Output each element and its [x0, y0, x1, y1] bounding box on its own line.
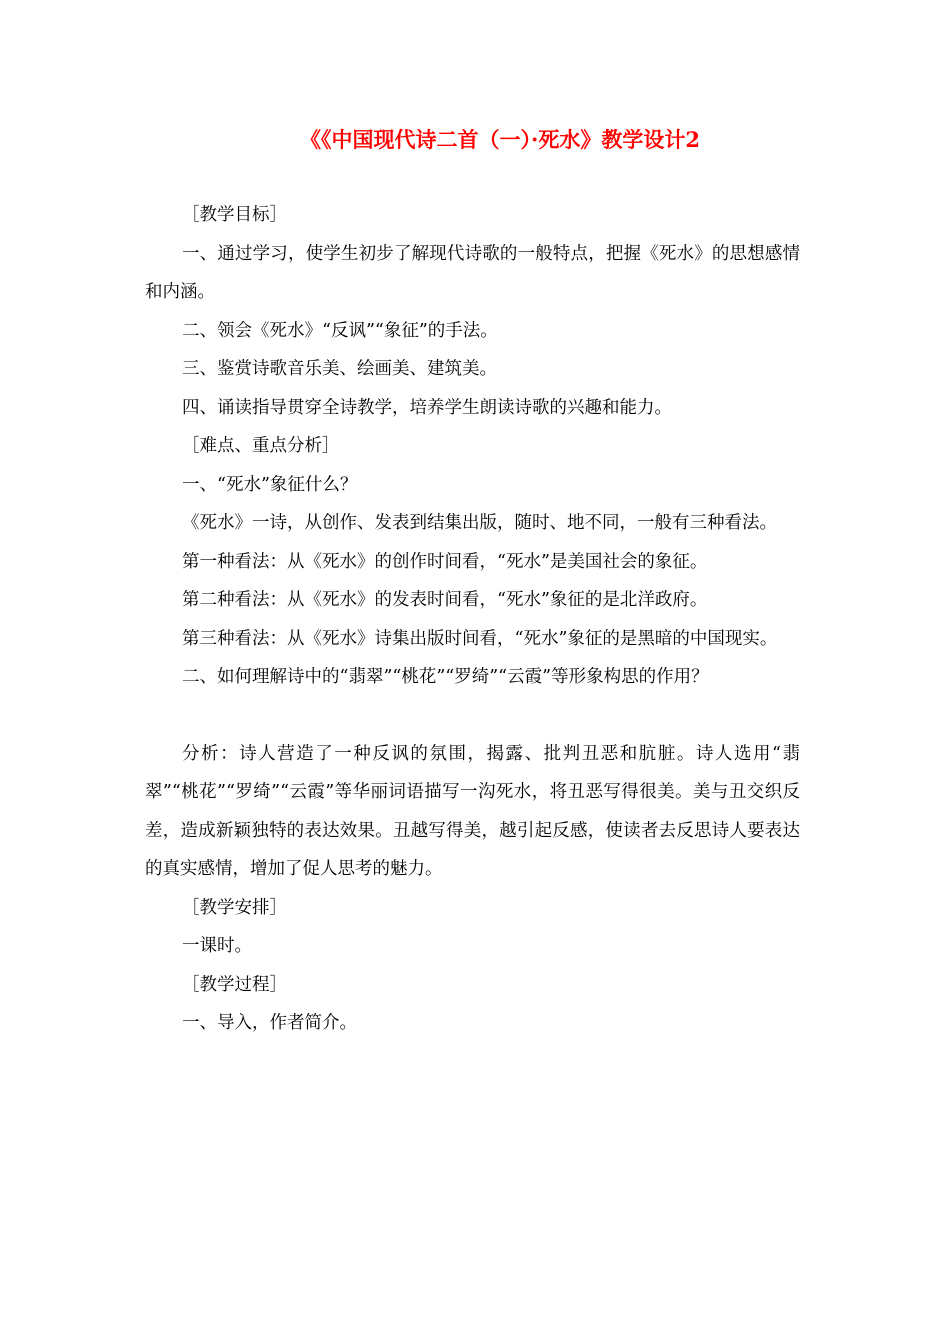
section-heading-goals: ［教学目标］ — [182, 205, 287, 225]
question-2: 二、如何理解诗中的“翡翠”“桃花”“罗绮”“云霞”等形象构思的作用？ — [182, 667, 709, 687]
section-heading-process: ［教学过程］ — [182, 974, 287, 995]
goal-item-2: 二、领会《死水》“反讽”“象征”的手法。 — [182, 320, 498, 341]
document-title: 《《中国现代诗二首（一）·死水》教学设计2 — [300, 127, 700, 152]
paragraph-views-intro: 《死水》一诗，从创作、发表到结集出版，随时、地不同，一般有三种看法。 — [182, 513, 777, 533]
section-heading-analysis: ［难点、重点分析］ — [182, 436, 340, 456]
analysis-paragraph: 分析：诗人营造了一种反讽的氛围，揭露、批判丑恶和肮脏。诗人选用“翡翠”“桃花”“罗绮”“云霞”等华丽词语描写一沟死水，将丑恶写得很美。美与丑交织反差，造成新颖独特的表达效果。丑越写得美，越引起反感，使读者去反思诗人要表达的真实感情，增加了促人思考的魅力。 — [145, 743, 800, 879]
goal-item-1: 一、通过学习，使学生初步了解现代诗歌的一般特点，把握《死水》的思想感情和内涵。 — [145, 243, 800, 302]
document-body — [145, 196, 800, 1043]
view-1: 第一种看法：从《死水》的创作时间看，“死水”是美国社会的象征。 — [182, 551, 708, 572]
view-2: 第二种看法：从《死水》的发表时间看，“死水”象征的是北洋政府。 — [182, 590, 708, 610]
question-1: 一、“死水”象征什么？ — [182, 474, 358, 495]
blank-line — [145, 697, 800, 735]
goal-item-4: 四、诵读指导贯穿全诗教学，培养学生朗读诗歌的兴趣和能力。 — [182, 397, 672, 418]
section-heading-arrangement: ［教学安排］ — [182, 897, 287, 918]
goal-item-3: 三、鉴赏诗歌音乐美、绘画美、建筑美。 — [182, 359, 497, 379]
arrangement-text: 一课时。 — [182, 936, 252, 956]
process-step-1: 一、导入，作者简介。 — [182, 1013, 357, 1033]
view-3: 第三种看法：从《死水》诗集出版时间看，“死水”象征的是黑暗的中国现实。 — [182, 628, 778, 649]
